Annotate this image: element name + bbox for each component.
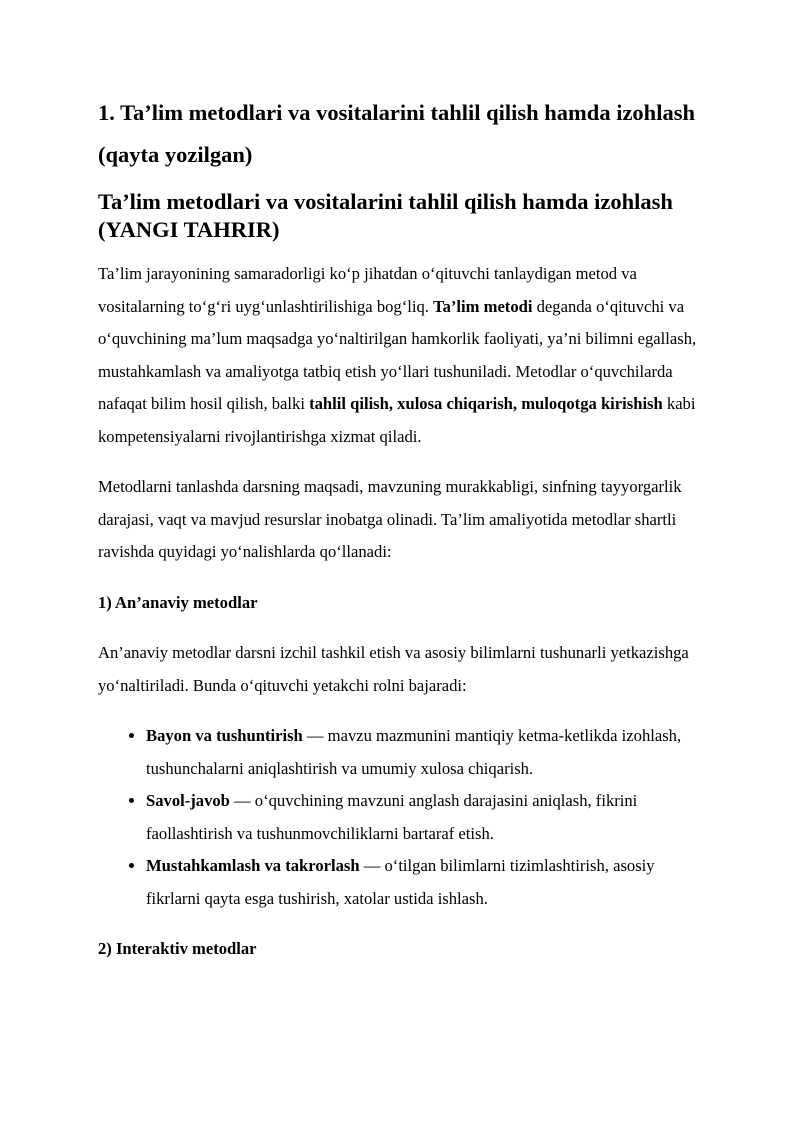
list-item xyxy=(146,785,710,850)
intro-text-3: kabi kompetensiyalarni rivojlantirishga xizmat qiladi. xyxy=(98,394,696,446)
intro-bold-1: Ta’lim metodi xyxy=(433,296,533,316)
intro-paragraph xyxy=(98,258,710,453)
list-item-desc: — mavzu mazmunini mantiqiy ketma-ketlikda izohlash, tushunchalarni aniqlashtirish va umumiy xulosa chiqarish. xyxy=(146,726,682,778)
list-item-desc: — oʻtilgan bilimlarni tizimlashtirish, asosiy fikrlarni qayta esga tushirish, xatolar ustida ishlash. xyxy=(146,856,655,908)
document-page xyxy=(98,92,710,984)
main-heading: 1. Ta’lim metodlari va vositalarini tahlil qilish hamda izohlash (qayta yozilgan) xyxy=(98,100,695,167)
list-item xyxy=(146,720,710,785)
section-title-interactive: 2) Interaktiv metodlar xyxy=(98,939,257,958)
sub-heading: Ta’lim metodlari va vositalarini tahlil qilish hamda izohlash (YANGI TAHRIR) xyxy=(98,189,673,242)
intro-text-2: deganda oʻqituvchi va oʻquvchining ma’lum maqsadga yoʻnaltirilgan hamkorlik faoliyati, ya’ni bilimni egallash, mustahkamlash va amaliyotga tatbiq etish yoʻllari tushuniladi. Metodlar oʻquvchilarda nafaqat bilim hosil qilish, balki xyxy=(98,296,697,413)
list-item-term: Bayon va tushuntirish xyxy=(146,726,303,745)
list-item-term: Mustahkamlash va takrorlash xyxy=(146,856,360,875)
traditional-methods-list xyxy=(98,720,710,915)
intro-text-1: Ta’lim jarayonining samaradorligi koʻp jihatdan oʻqituvchi tanlaydigan metod va vositalarning toʻgʻri uygʻunlashtirilishiga bogʻliq. xyxy=(98,264,637,316)
list-item-term: Savol-javob xyxy=(146,791,230,810)
list-item xyxy=(146,850,710,915)
selection-paragraph: Metodlarni tanlashda darsning maqsadi, mavzuning murakkabligi, sinfning tayyorgarlik darajasi, vaqt va mavjud resurslar inobatga olinadi. Ta’lim amaliyotida metodlar shartli ravishda quyidagi yoʻnalishlarda qoʻllanadi: xyxy=(98,477,682,561)
list-item-desc: — oʻquvchining mavzuni anglash darajasini aniqlash, fikrini faollashtirish va tushunmovchiliklarni bartaraf etish. xyxy=(146,791,638,843)
section-title-traditional: 1) An’anaviy metodlar xyxy=(98,592,258,612)
traditional-intro: An’anaviy metodlar darsni izchil tashkil etish va asosiy bilimlarni tushunarli yetkazishga yoʻnaltiriladi. Bunda oʻqituvchi yetakchi rolni bajaradi: xyxy=(98,643,689,695)
intro-bold-2: tahlil qilish, xulosa chiqarish, muloqotga kirishish xyxy=(309,394,663,413)
